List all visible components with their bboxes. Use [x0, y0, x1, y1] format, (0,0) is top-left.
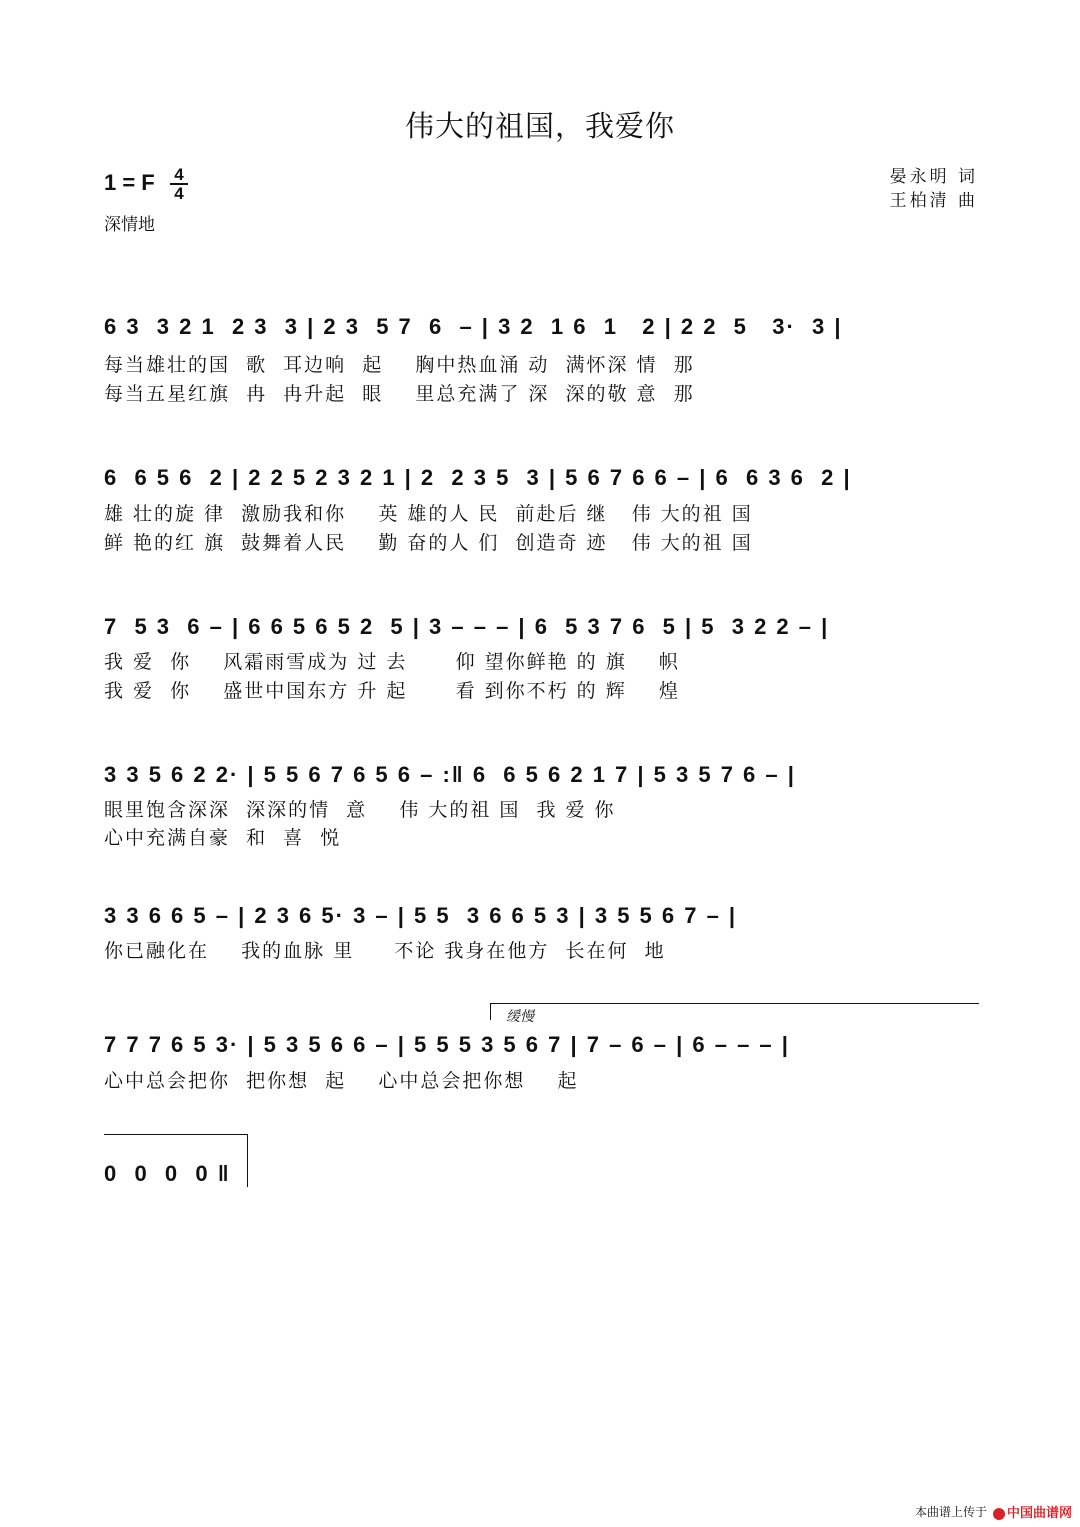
time-signature-bottom: 4 [174, 184, 184, 203]
lyrics-line-1-verse-1: 每当雄壮的国 歌 耳边响 起 胸中热血涌 动 满怀深 情 那 [104, 354, 695, 376]
lyrics-line-3-verse-1: 我 爱 你 风霜雨雪成为 过 去 仰 望你鲜艳 的 旗 帜 [104, 651, 680, 673]
notation-line-2: 6 6 5 6 2 | 2 2 5 2 3 2 1 | 2 2 3 5 3 | 5 6 7 6 6 – | 6 6 3 6 2 | [104, 465, 852, 490]
notation-line-4: 3 3 5 6 2 2· | 5 5 6 7 6 5 6 – :‖ 6 6 5 6 2 1 7 | 5 3 5 7 6 – | [104, 762, 796, 787]
lyrics-line-6: 心中总会把你 把你想 起 心中总会把你想 起 [104, 1070, 579, 1092]
site-logo-icon [993, 1508, 1005, 1520]
lyrics-line-4-verse-1: 眼里饱含深深 深深的情 意 伟 大的祖 国 我 爱 你 [104, 799, 616, 821]
time-signature-top: 4 [174, 165, 184, 184]
lyrics-line-2-verse-1: 雄 壮的旋 律 激励我和你 英 雄的人 民 前赴后 继 伟 大的祖 国 [104, 503, 753, 525]
notation-line-7: 0 0 0 0 ‖ [104, 1161, 231, 1186]
footer-upload-text: 本曲谱上传于 [914, 1505, 987, 1519]
tempo-marking: 缓慢 [506, 1009, 534, 1025]
score-title: 伟大的祖国，我爱你 [404, 109, 675, 143]
time-signature [170, 167, 188, 201]
notation-line-5: 3 3 6 6 5 – | 2 3 6 5· 3 – | 5 5 3 6 6 5 3 | 3 5 5 6 7 – | [104, 903, 738, 928]
lyrics-line-5: 你已融化在 我的血脉 里 不论 我身在他方 长在何 地 [104, 940, 666, 962]
lyrics-line-3-verse-2: 我 爱 你 盛世中国东方 升 起 看 到你不朽 的 辉 煌 [104, 680, 680, 702]
footer-credit [915, 1502, 1072, 1521]
tempo-bracket [490, 1003, 979, 1020]
notation-line-1: 6 3 3 2 1 2 3 3 | 2 3 5 7 6 – | 3 2 1 6 1 2 | 2 2 5 3· 3 | [104, 314, 843, 339]
key-signature: 1 = F [104, 170, 155, 195]
lyrics-line-2-verse-2: 鲜 艳的红 旗 鼓舞着人民 勤 奋的人 们 创造奇 迹 伟 大的祖 国 [104, 532, 753, 554]
notation-line-6: 7 7 7 6 5 3· | 5 3 5 6 6 – | 5 5 5 3 5 6 7 | 7 – 6 – | 6 – – – | [104, 1032, 790, 1057]
site-logo[interactable] [993, 1502, 1072, 1521]
expression-marking: 深情地 [104, 215, 155, 235]
lyrics-line-1-verse-2: 每当五星红旗 冉 冉升起 眼 里总充满了 深 深的敬 意 那 [104, 383, 695, 405]
lyricist-credit: 晏永明 词 [889, 167, 978, 187]
lyrics-line-4-verse-2: 心中充满自豪 和 喜 悦 [104, 827, 342, 849]
composer-credit: 王柏清 曲 [889, 191, 978, 211]
notation-line-3: 7 5 3 6 – | 6 6 5 6 5 2 5 | 3 – – – | 6 5 3 7 6 5 | 5 3 2 2 – | [104, 614, 830, 639]
site-name: 中国曲谱网 [1006, 1506, 1072, 1521]
